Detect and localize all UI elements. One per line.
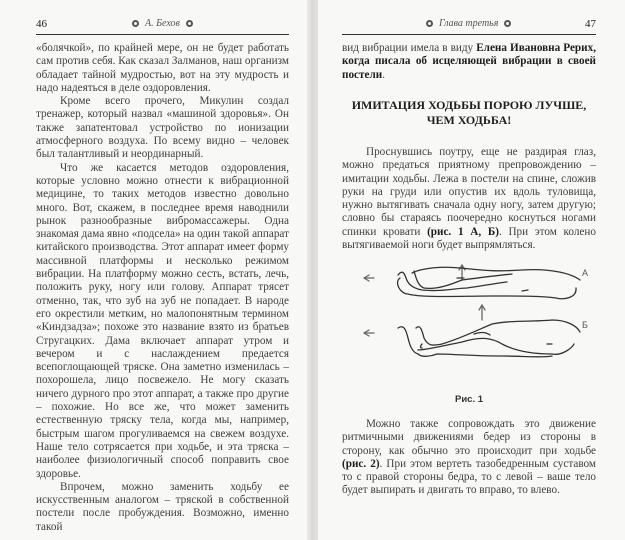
running-head [420,18,517,29]
text-run: . [382,68,385,81]
bold-text-run: Елена Ивановна Рерих, когда писала об исцеляющей вибрации в своей постели [342,42,596,81]
paragraph [342,146,596,252]
legs-figure-a [364,265,580,299]
paragraph-imitation [342,146,596,252]
legs-figure-b [364,305,580,357]
text-run: . При этом вертеть тазобедренным суставом то с правой стороны бедра, то с левой – ваше тело будет выпирать и двигать то вправо, то влево. [342,457,596,497]
figure-reference: (рис. 2) [342,457,380,470]
text-run: Проснувшись поутру, еще не раздирая глаз, можно предаться приятному препровождению – имитации ходьбы. Лежа в постели на спине, сложив руки на груди или опустив их вдоль туловища, нужно вытягивать сначала одну ногу, затем другую; словно бы стараясь поочередно коснуться ногами спинки кровати [342,146,596,238]
text-run: Можно также сопровождать это движение ритмичными движениями бедер из стороны в сторону, как обычно это происходит при ходьбе [342,418,596,457]
left-page-header [36,18,289,35]
right-page-header [342,18,596,35]
legs-illustration [342,258,612,390]
paragraph: Впрочем, можно заменить ходьбу ее искусственным аналогом – тряской в собственной постели после пробуждения. Возможно, именно такой [36,480,289,533]
left-page [0,0,307,540]
continuation-text [342,42,596,82]
right-page [318,0,625,540]
ornament-icon [132,20,139,27]
paragraph-hips [342,418,596,498]
paragraph: Что же касается методов оздоровления, которые условно можно отнести к вибрационной медицине, то таких методов известно довольно много. Вот, скажем, в последнее время наводнили рынок разнообразные вибромассажеры. Одна знакомая дама явно «подсела» на один такой аппарат китайского производства. Этот аппарат имеет форму массивной платформы и несколько режимом вибрации. На платформу можно сесть, встать, лечь, положить руку, ногу или голову. Аппарат трясет отменно, так, что зуб на зуб не попадает. В народе его окрестили метким, но малопонятным термином «Киндзадза»; похоже это название взято из братьев Стругацких. Дама включает аппарат утром и вечером и с наслаждением предается всепоглощающей тряске. Она заметно изменилась – похорошела, лицо посвежело. Не могу сказать ничего дурного про этот аппарат, а также про другие – похожие. Но все же, что может заменить естественную тряску тела, когда мы, например, быстрым шагом прогуливаемся на свежем воздухе. Наше тело сотрясается при ходьбе, и эта тряска – наиболее физиологичный способ поправить свое здоровье. [36,161,289,480]
paragraph [342,418,596,498]
running-head [126,18,199,29]
figure-label-a: А [582,268,589,278]
text-run: . При этом колено вытягиваемой ноги будет выпрямляться. [342,225,596,252]
paragraph: «болячкой», по крайней мере, он не будет работать сам против себя. Как сказал Залманов, наш организм обладает тайной мудростью, вот на эту мудрость и надо надеяться в деле оздоровления. [36,42,289,94]
page-number: 46 [36,18,47,30]
page-number: 47 [585,18,596,30]
paragraph [342,42,596,82]
figure-caption: Рис. 1 [454,394,484,405]
heading-line: ЧЕМ ХОДЬБА! [426,113,512,127]
running-head-chapter: Глава третья [439,18,499,29]
text-run: вид вибрации имела в виду [342,42,477,54]
ornament-icon [186,20,193,27]
ornament-icon [504,20,511,27]
figure-reference: (рис. 1 А, Б) [427,225,499,238]
figure-1 [342,258,612,405]
left-page-body [36,42,289,534]
paragraph: Кроме всего прочего, Микулин создал тренажер, который назвал «машиной здоровья». Он также запатентовал устройство по ионизации атмосферного воздуха. По всему видно – человек был талантливый и неординарный. [36,95,289,161]
section-heading [342,98,596,128]
running-head-author: А. Бехов [145,18,180,29]
ornament-icon [426,20,433,27]
figure-label-b: Б [582,320,588,330]
heading-line: ИМИТАЦИЯ ХОДЬБЫ ПОРОЮ ЛУЧШЕ, [351,98,587,112]
